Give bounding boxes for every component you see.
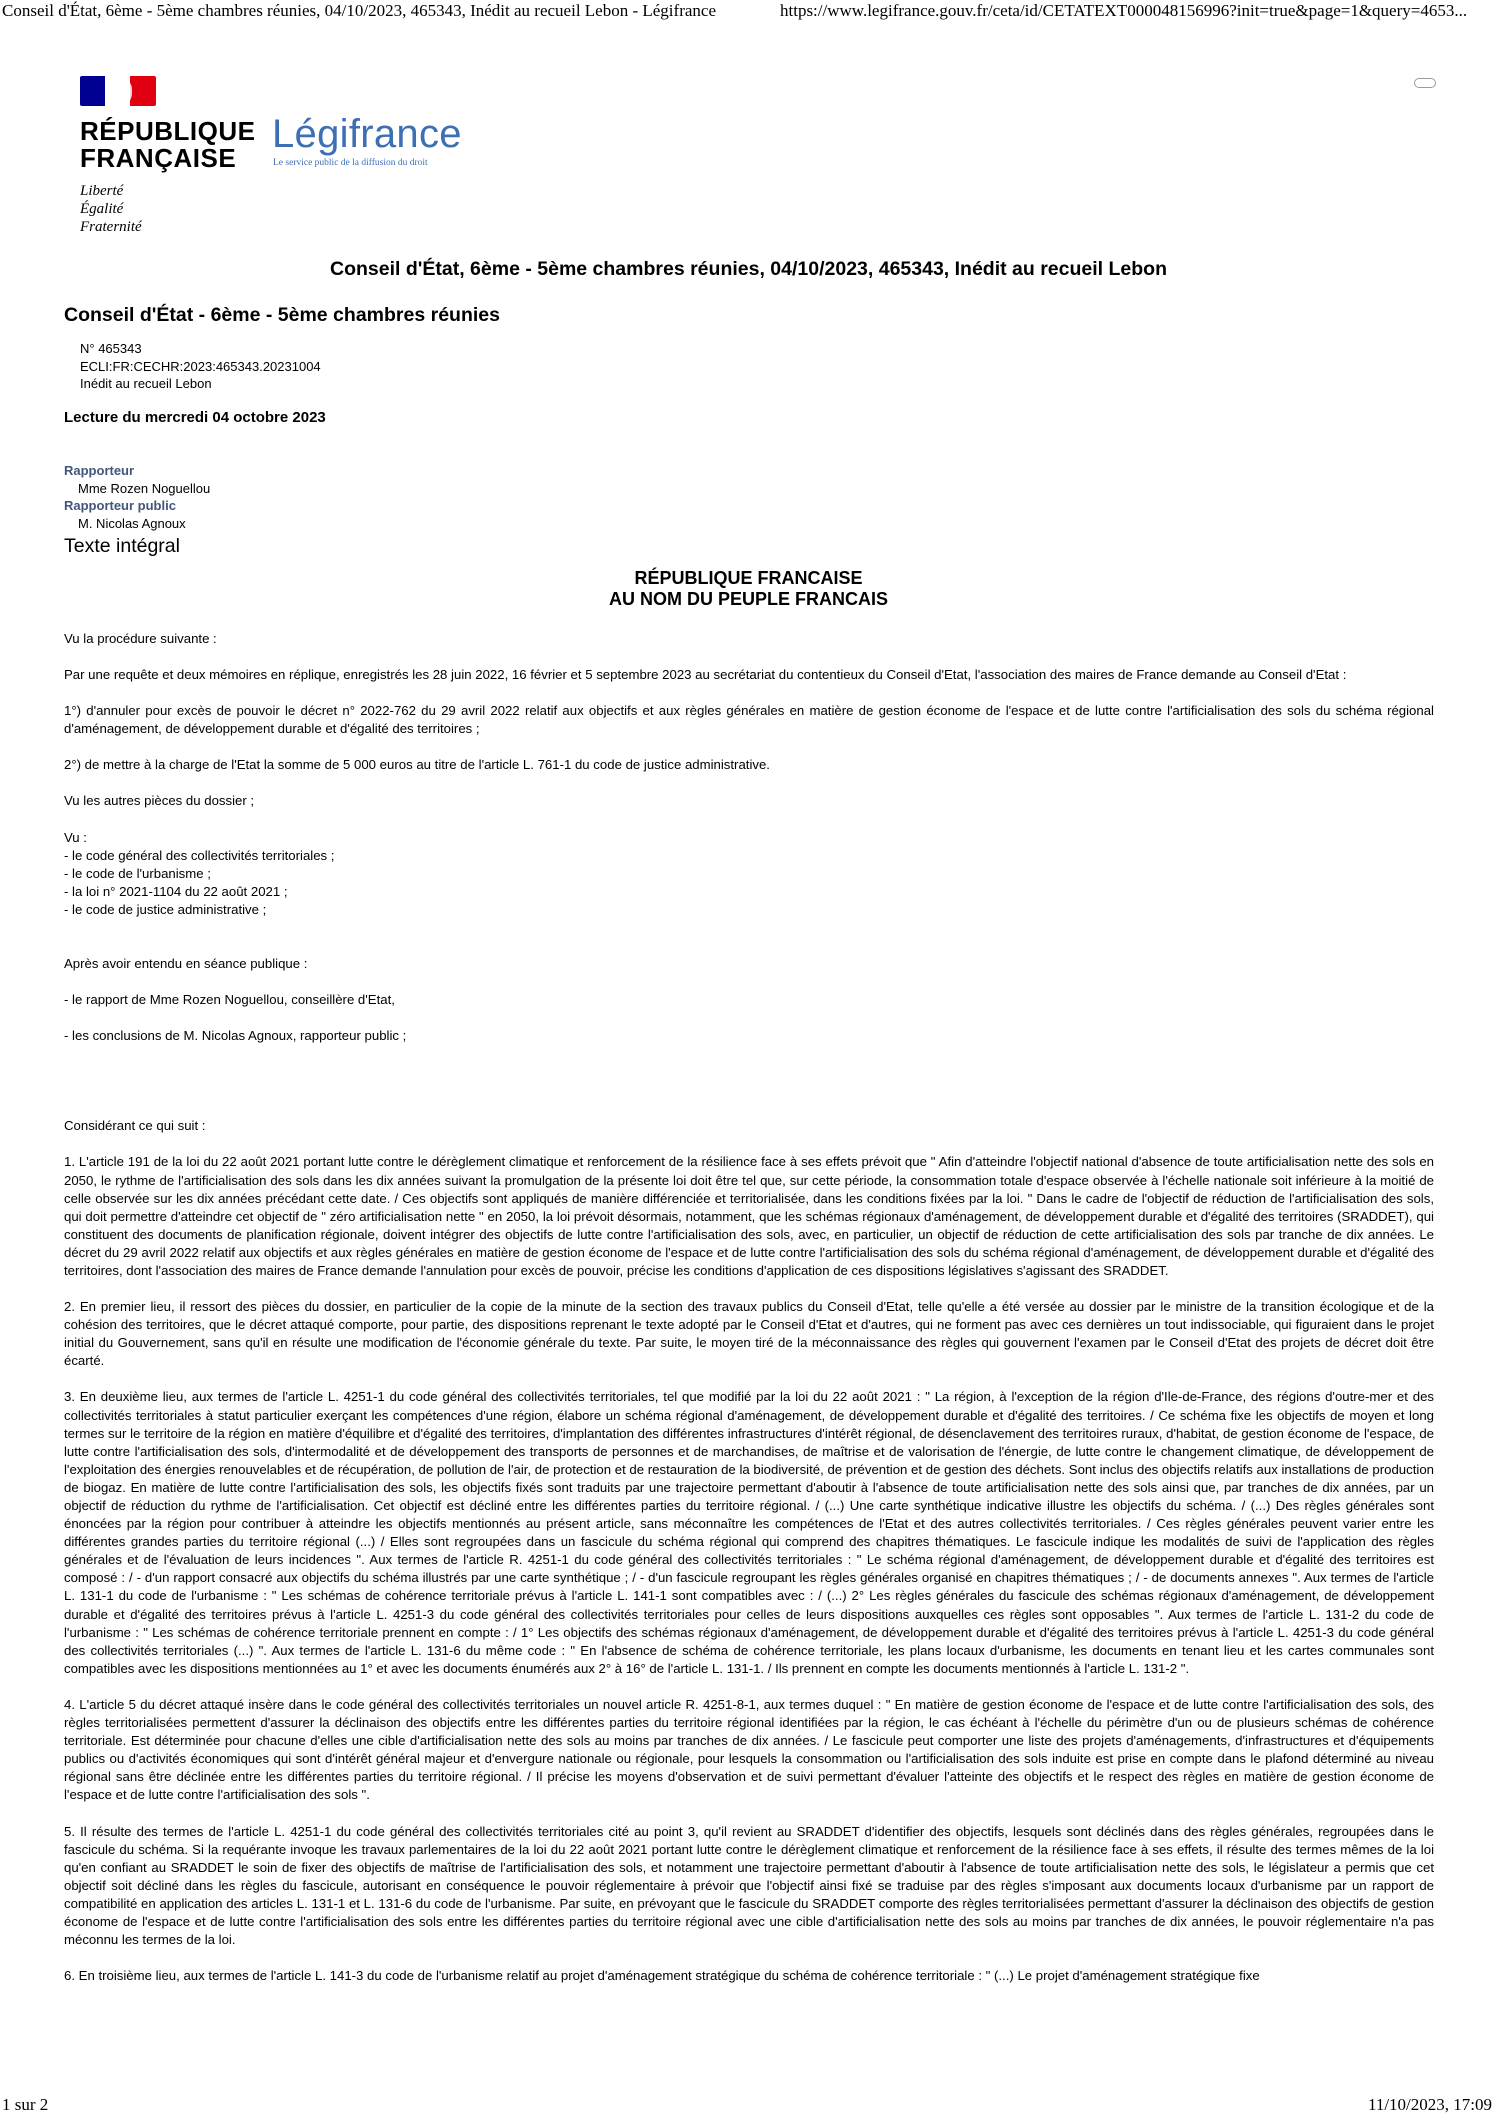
motto-liberte: Liberté: [80, 183, 124, 199]
rapporteur-name: Mme Rozen Noguellou: [78, 480, 211, 496]
paragraph-1: 1. L'article 191 de la loi du 22 août 2021 portant lutte contre le dérèglement climatique et renforcement de la résilience face à ses effets prévoit que " Afin d'atteindre l'objectif national d'absence de toute artificialisation nette des sols en 2050, le rythme de l'artificialisation des sols dans les dix années suivant la promulgation de la présente loi doit être tel que, sur cette période, la consommation totale d'espace observée à l'échelle nationale soit inférieure à la moitié de celle observée sur les dix années précédant cette date. / Ces objectifs sont appliqués de manière différenciée et territorialisée, dans les conditions fixées par la loi. " Dans le cadre de l'objectif de réduction de l'artificialisation des sols, qui doit permettre d'atteindre cet objectif de " zéro artificialisation nette " en 2050, la loi prévoit désormais, notamment, que les schémas régionaux d'aménagement, de développement durable et d'égalité des territoires (SRADDET), qui constituent des documents de planification régionale, doivent intégrer des objectifs de lutte contre l'artificialisation des sols, avec, en particulier, un objectif de réduction de cette artificialisation des sols par tranche de dix années. Le décret du 29 avril 2022 relatif aux objectifs et aux règles générales en matière de gestion économe de l'espace et de lutte contre l'artificialisation des sols du schéma régional d'aménagement, de développement durable et d'égalité des territoires, dont l'association des maires de France demande l'annulation pour excès de pouvoir, précise les conditions d'application de ces dispositions législatives s'agissant des SRADDET.: [64, 1154, 1434, 1278]
rapporteur-public-label: Rapporteur public: [64, 498, 176, 513]
decision-number: N° 465343: [80, 341, 142, 356]
paragraph-4: 4. L'article 5 du décret attaqué insère dans le code général des collectivités territoriales un nouvel article R. 4251-8-1, aux termes duquel : " En matière de gestion économe de l'espace et de lutte contre l'artificialisation des sols, des règles territorialisées permettent d'assurer la déclinaison des objectifs entre les différentes parties du territoire régional identifiées par la région, le cas échéant à l'échelle du périmètre d'un ou de plusieurs schémas de cohérence territoriale. Est déterminée pour chacune d'elles une cible d'artificialisation nette des sols au moins par tranches de dix années. / Le fascicule peut comporter une liste des projets d'aménagements, d'infrastructures et d'équipements publics ou d'activités économiques qui sont d'intérêt général majeur et d'envergure nationale ou régionale, pour lesquels la consommation ou l'artificialisation des sols induite est prise en compte dans le plafond déterminé au niveau régional sans être déclinée entre les différentes parties du territoire régional. / Il précise les moyens d'observation et de suivi permettant d'évaluer l'atteinte des objectifs et le respect des règles en matière de gestion économe de l'espace et de lutte contre l'artificialisation des sols ".: [64, 1696, 1434, 1803]
legifrance-tagline: Le service public de la diffusion du droit: [273, 158, 428, 168]
print-header-title: Conseil d'État, 6ème - 5ème chambres réunies, 04/10/2023, 465343, Inédit au recueil Lebon - Légifrance: [2, 1, 716, 20]
paragraph-considerant: Considérant ce qui suit :: [64, 1118, 206, 1134]
heading-peuple: AU NOM DU PEUPLE FRANCAIS: [608, 589, 888, 609]
paragraph-apres: Après avoir entendu en séance publique :: [64, 956, 308, 972]
paragraph-demande-2: 2°) de mettre à la charge de l'Etat la somme de 5 000 euros au titre de l'article L. 761-1 du code de justice administrative.: [64, 757, 770, 773]
motto-egalite: Égalité: [80, 201, 124, 217]
paragraph-requete: Par une requête et deux mémoires en réplique, enregistrés les 28 juin 2022, 16 février et 5 septembre 2023 au secrétariat du contentieux du Conseil d'Etat, l'association des maires de France demande au Conseil d'Etat :: [64, 667, 1347, 683]
legifrance-logo[interactable]: Légifrance: [272, 112, 462, 156]
marianne-flag-icon: [80, 76, 156, 106]
menu-toggle-icon[interactable]: [1414, 78, 1436, 88]
rapporteurs: [64, 462, 210, 532]
ecli-identifier: ECLI:FR:CECHR:2023:465343.20231004: [80, 358, 321, 374]
print-header-url: https://www.legifrance.gouv.fr/ceta/id/CETATEXT000048156996?init=true&page=1&query=4653...: [780, 1, 1468, 20]
rapporteur-public-name: M. Nicolas Agnoux: [78, 515, 186, 531]
decision-references: [80, 340, 321, 393]
motto: [80, 182, 260, 236]
vu-item-1: - le code général des collectivités territoriales ;: [64, 847, 335, 863]
print-footer: [0, 2093, 1497, 2117]
republique-line: RÉPUBLIQUE: [80, 116, 256, 146]
page-counter: 1 sur 2: [2, 2095, 49, 2114]
vu-label: Vu :: [64, 829, 87, 845]
vu-item-4: - le code de justice administrative ;: [64, 901, 267, 917]
lecture-date: Lecture du mercredi 04 octobre 2023: [64, 409, 326, 426]
paragraph-3: 3. En deuxième lieu, aux termes de l'article L. 4251-1 du code général des collectivités territoriales, tel que modifié par la loi du 22 août 2021 : " La région, à l'exception de la région d'Ile-de-France, des régions d'outre-mer et des collectivités territoriales à statut particulier exerçant les compétences d'une région, élabore un schéma régional d'aménagement, de développement durable et d'égalité des territoires. / Ce schéma fixe les objectifs de moyen et long termes sur le territoire de la région en matière d'équilibre et d'égalité des territoires, d'implantation des différentes infrastructures d'intérêt régional, de désenclavement des territoires ruraux, d'habitat, de gestion économe de l'espace, de lutte contre l'artificialisation des sols, d'intermodalité et de développement des transports de personnes et de marchandises, de maîtrise et de valorisation de l'énergie, de lutte contre le changement climatique, de développement de l'exploitation des énergies renouvelables et de récupération, de pollution de l'air, de protection et de restauration de la biodiversité, de prévention et de gestion des déchets. Sont inclus des objectifs relatifs aux installations de production de biogaz. En matière de lutte contre l'artificialisation des sols, les objectifs fixés sont traduits par une trajectoire permettant d'aboutir à l'absence de toute artificialisation nette des sols ainsi que, par tranches de dix années, par un objectif de réduction du rythme de l'artificialisation. Cet objectif est décliné entre les différentes parties du territoire régional. / (...) Une carte synthétique indicative illustre les objectifs du schéma. / (...) Des règles générales sont énoncées par la région pour contribuer à atteindre les objectifs mentionnés au présent article, sans méconnaître les compétences de l'Etat et des autres collectivités territoriales. / Ces règles générales peuvent varier entre les différentes grandes parties du territoire régional (...) / Elles sont regroupées dans un fascicule du schéma régional qui comprend des chapitres thématiques. Le fascicule indique les modalités de suivi de l'application des règles générales et de l'évaluation de leurs incidences ". Aux termes de l'article R. 4251-1 du code général des collectivités territoriales : " Le schéma régional d'aménagement, de développement durable et d'égalité des territoires est composé : / - d'un rapport consacré aux objectifs du schéma illustrés par une carte synthétique ; / - d'un fascicule regroupant les règles générales organisé en chapitres thématiques ; / - de documents annexes ". Aux termes de l'article L. 131-1 du code de l'urbanisme : " Les schémas de cohérence territoriale prévus à l'article L. 141-1 sont compatibles avec : / (...) 2° Les règles générales du fascicule des schémas régionaux d'aménagement, de développement durable et d'égalité des territoires prévus à l'article L. 4251-3 du code général des collectivités territoriales pour celles de leurs dispositions auxquelles ces règles sont opposables ". Aux termes de l'article L. 131-2 du code de l'urbanisme : " Les schémas de cohérence territoriale prennent en compte : / 1° Les objectifs des schémas régionaux d'aménagement, de développement durable et d'égalité des territoires prévus à l'article L. 4251-3 du code général des collectivités territoriales (...) ". Aux termes de l'article L. 131-6 du même code : " En l'absence de schéma de cohérence territoriale, les plans locaux d'urbanisme, les documents en tenant lieu et les cartes communales sont compatibles avec les dispositions mentionnées au 1° et avec les documents énumérés aux 2° à 16° de l'article L. 131-1. / Ils prennent en compte les documents mentionnés à l'article L. 131-2 ".: [64, 1389, 1434, 1676]
republique-francaise-logo: [80, 76, 260, 236]
publication-status: Inédit au recueil Lebon: [80, 376, 212, 391]
paragraph-conclusions: - les conclusions de M. Nicolas Agnoux, rapporteur public ;: [64, 1028, 407, 1044]
print-datetime: 11/10/2023, 17:09: [1367, 2095, 1492, 2114]
paragraph-2: 2. En premier lieu, il ressort des pièces du dossier, en particulier de la copie de la minute de la section des travaux publics du Conseil d'Etat, telle qu'elle a été versée au dossier par le ministre de la transition écologique et de la cohésion des territoires, que le décret attaqué comporte, pour partie, des dispositions reprenant le texte adopté par le Conseil d'Etat et d'autres, qui ne forment pas avec ces dernières un tout indissociable, qui figuraient dans le projet initial du Gouvernement, sans qu'il en résulte une modification de l'économie générale du texte. Par suite, le moyen tiré de la méconnaissance des règles qui gouvernent l'examen par le Conseil d'Etat des projets de décret doit être écarté.: [64, 1299, 1434, 1369]
rapporteur-label: Rapporteur: [64, 463, 135, 478]
court-heading: Conseil d'État - 6ème - 5ème chambres réunies: [64, 304, 500, 326]
paragraph-6: 6. En troisième lieu, aux termes de l'article L. 141-3 du code de l'urbanisme relatif au projet d'aménagement stratégique du schéma de cohérence territoriale : " (...) Le projet d'aménagement stratégique fixe: [64, 1968, 1260, 1984]
paragraph-vu-list: [64, 829, 1434, 919]
decision-heading: [0, 568, 1497, 610]
paragraph-vu-pieces: Vu les autres pièces du dossier ;: [64, 793, 255, 809]
francaise-line: FRANÇAISE: [80, 143, 237, 173]
heading-republique: RÉPUBLIQUE FRANCAISE: [634, 568, 863, 588]
page-title: Conseil d'État, 6ème - 5ème chambres réunies, 04/10/2023, 465343, Inédit au recueil Lebon: [329, 258, 1167, 280]
vu-item-3: - la loi n° 2021-1104 du 22 août 2021 ;: [64, 883, 288, 899]
paragraph-5: 5. Il résulte des termes de l'article L. 4251-1 du code général des collectivités territoriales cité au point 3, qu'il revient au SRADDET d'identifier des objectifs, lesquels sont déclinés dans des règles générales, regroupées dans le fascicule du schéma. Si la requérante invoque les travaux parlementaires de la loi du 22 août 2021 portant lutte contre le dérèglement climatique et renforcement de la résilience face à ses effets, il résulte des termes mêmes de la loi qu'en confiant au SRADDET le soin de fixer des objectifs de maîtrise de l'artificialisation des sols, et notamment une trajectoire permettant d'aboutir à l'absence de toute artificialisation nette des sols, le législateur a permis que cet objectif soit décliné dans les règles du fascicule, autorisant en conséquence le pouvoir réglementaire à prévoir que l'objectif ainsi fixé se traduise par des règles s'imposant aux documents locaux d'urbanisme par un rapport de compatibilité en application des articles L. 131-1 et L. 131-6 du code de l'urbanisme. Par suite, en prévoyant que le fascicule du SRADDET comporte des règles territorialisées permettant d'assurer la déclinaison des objectifs de gestion économe de l'espace et de lutte contre l'artificialisation des sols entre les différentes parties du territoire régional avec une cible d'artificialisation nette des sols au moins par tranches de dix années, le pouvoir réglementaire n'a pas méconnu les termes de la loi.: [64, 1823, 1434, 1948]
paragraph-demande-1: 1°) d'annuler pour excès de pouvoir le décret n° 2022-762 du 29 avril 2022 relatif aux objectifs et aux règles générales en matière de gestion économe de l'espace et de lutte contre l'artificialisation des sols du schéma régional d'aménagement, de développement durable et d'égalité des territoires ;: [64, 703, 1434, 737]
motto-fraternite: Fraternité: [80, 219, 142, 235]
paragraph-rapport: - le rapport de Mme Rozen Noguellou, conseillère d'Etat,: [64, 992, 395, 1008]
print-header: [0, 0, 1497, 22]
vu-item-2: - le code de l'urbanisme ;: [64, 865, 211, 881]
republique-francaise-wordmark: [80, 118, 260, 172]
paragraph-vu-procedure: Vu la procédure suivante :: [64, 631, 217, 646]
decision-body: [64, 630, 1434, 2003]
texte-integral-heading: Texte intégral: [64, 535, 180, 557]
